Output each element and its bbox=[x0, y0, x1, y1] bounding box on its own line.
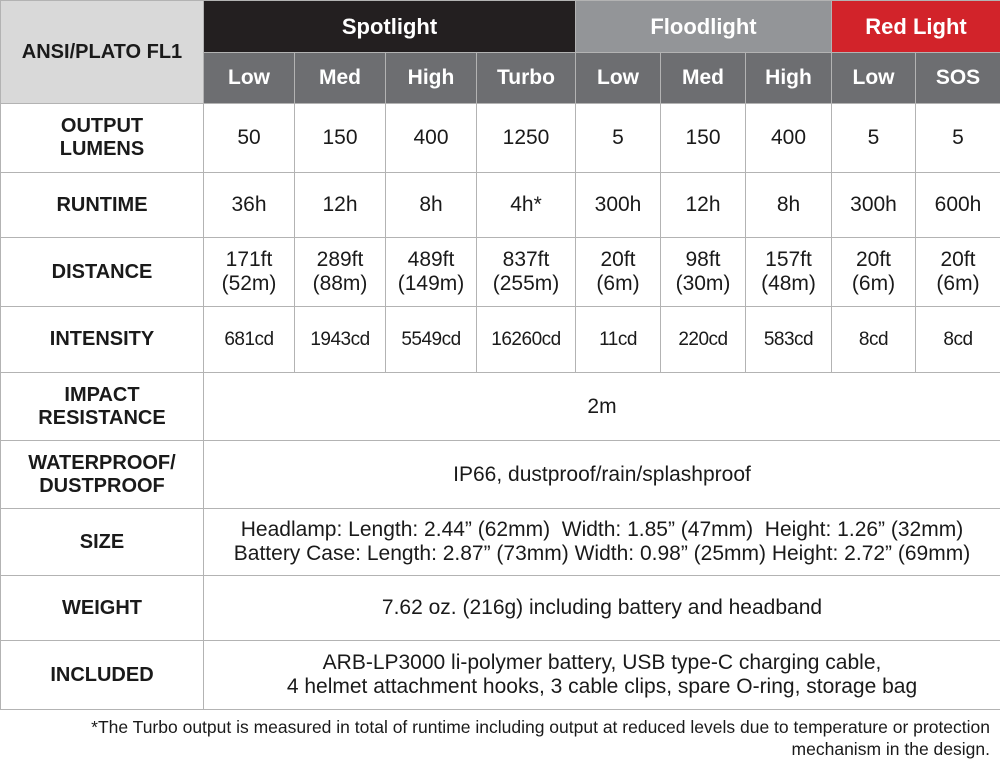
row-label-line: RESISTANCE bbox=[38, 406, 166, 429]
output-value: 150 bbox=[661, 104, 746, 173]
intensity-value: 583cd bbox=[746, 307, 832, 373]
mode-header: High bbox=[746, 53, 832, 104]
mode-header: Low bbox=[832, 53, 916, 104]
group-spotlight: Spotlight bbox=[204, 1, 576, 53]
intensity-value: 8cd bbox=[916, 307, 1000, 373]
row-label-waterproof bbox=[1, 441, 204, 509]
included-row bbox=[1, 641, 1000, 710]
distance-m: (52m) bbox=[221, 272, 277, 295]
footnote bbox=[30, 716, 990, 760]
distance-ft: 489ft bbox=[407, 248, 455, 271]
intensity-value: 220cd bbox=[661, 307, 746, 373]
row-label-line: DUSTPROOF bbox=[39, 474, 165, 497]
row-label-output-lumens bbox=[1, 104, 204, 173]
group-floodlight: Floodlight bbox=[576, 1, 832, 53]
distance-row bbox=[1, 238, 1000, 307]
distance-m: (88m) bbox=[312, 272, 368, 295]
row-label-line: LUMENS bbox=[59, 138, 145, 160]
distance-ft: 157ft bbox=[765, 248, 812, 271]
group-header-row bbox=[1, 1, 1000, 53]
distance-ft: 837ft bbox=[502, 248, 550, 271]
intensity-value: 16260cd bbox=[477, 307, 576, 373]
row-label-size: SIZE bbox=[1, 509, 204, 576]
included-value bbox=[204, 641, 1000, 710]
runtime-value: 12h bbox=[661, 173, 746, 238]
distance-ft: 98ft bbox=[685, 248, 721, 271]
included-line: ARB-LP3000 li-polymer battery, USB type-C charging cable, bbox=[322, 651, 882, 674]
distance-ft: 20ft bbox=[600, 248, 636, 271]
distance-m: (149m) bbox=[397, 272, 465, 295]
output-value: 50 bbox=[204, 104, 295, 173]
runtime-value: 300h bbox=[576, 173, 661, 238]
intensity-value: 8cd bbox=[832, 307, 916, 373]
size-row bbox=[1, 509, 1000, 576]
distance-value bbox=[832, 238, 916, 307]
intensity-value: 681cd bbox=[204, 307, 295, 373]
mode-header: Turbo bbox=[477, 53, 576, 104]
waterproof-row bbox=[1, 441, 1000, 509]
footnote-line: *The Turbo output is measured in total of runtime including output at reduced levels due to temperature or protection bbox=[91, 717, 990, 737]
row-label-line: IMPACT bbox=[64, 383, 140, 406]
distance-ft: 20ft bbox=[940, 248, 976, 271]
runtime-value: 36h bbox=[204, 173, 295, 238]
output-value: 5 bbox=[916, 104, 1000, 173]
size-battery-line: Battery Case: Length: 2.87” (73mm) Width: 0.98” (25mm) Height: 2.72” (69mm) bbox=[233, 542, 971, 565]
intensity-value: 5549cd bbox=[386, 307, 477, 373]
intensity-row bbox=[1, 307, 1000, 373]
mode-header: Med bbox=[295, 53, 386, 104]
distance-ft: 289ft bbox=[316, 248, 364, 271]
runtime-row bbox=[1, 173, 1000, 238]
distance-value bbox=[477, 238, 576, 307]
output-value: 1250 bbox=[477, 104, 576, 173]
distance-value bbox=[204, 238, 295, 307]
distance-value bbox=[661, 238, 746, 307]
impact-resistance-row bbox=[1, 373, 1000, 441]
waterproof-value: IP66, dustproof/rain/splashproof bbox=[204, 441, 1000, 509]
weight-value: 7.62 oz. (216g) including battery and headband bbox=[204, 576, 1000, 641]
runtime-value: 4h* bbox=[477, 173, 576, 238]
distance-value bbox=[746, 238, 832, 307]
runtime-value: 8h bbox=[386, 173, 477, 238]
row-label-intensity: INTENSITY bbox=[1, 307, 204, 373]
output-value: 5 bbox=[576, 104, 661, 173]
distance-ft: 20ft bbox=[855, 248, 892, 271]
size-value bbox=[204, 509, 1000, 576]
runtime-value: 12h bbox=[295, 173, 386, 238]
output-value: 400 bbox=[386, 104, 477, 173]
mode-header: High bbox=[386, 53, 477, 104]
row-label-impact-resistance bbox=[1, 373, 204, 441]
mode-header: Med bbox=[661, 53, 746, 104]
output-value: 150 bbox=[295, 104, 386, 173]
mode-header: Low bbox=[576, 53, 661, 104]
weight-row bbox=[1, 576, 1000, 641]
row-label-distance: DISTANCE bbox=[1, 238, 204, 307]
intensity-value: 11cd bbox=[576, 307, 661, 373]
row-label-runtime: RUNTIME bbox=[1, 173, 204, 238]
size-headlamp-line: Headlamp: Length: 2.44” (62mm) Width: 1.85” (47mm) Height: 1.26” (32mm) bbox=[240, 518, 964, 541]
runtime-value: 8h bbox=[746, 173, 832, 238]
runtime-value: 300h bbox=[832, 173, 916, 238]
distance-m: (6m) bbox=[851, 272, 896, 295]
distance-m: (6m) bbox=[936, 272, 980, 295]
distance-value bbox=[295, 238, 386, 307]
row-label-line: WATERPROOF/ bbox=[28, 451, 176, 474]
output-value: 400 bbox=[746, 104, 832, 173]
mode-header: Low bbox=[204, 53, 295, 104]
footnote-line: mechanism in the design. bbox=[791, 739, 990, 759]
distance-value bbox=[916, 238, 1000, 307]
output-lumens-row bbox=[1, 104, 1000, 173]
row-label-included: INCLUDED bbox=[1, 641, 204, 710]
distance-value bbox=[576, 238, 661, 307]
row-label-weight: WEIGHT bbox=[1, 576, 204, 641]
output-value: 5 bbox=[832, 104, 916, 173]
distance-value bbox=[386, 238, 477, 307]
distance-m: (48m) bbox=[761, 272, 816, 295]
runtime-value: 600h bbox=[916, 173, 1000, 238]
distance-m: (255m) bbox=[492, 272, 560, 295]
distance-m: (30m) bbox=[675, 272, 731, 295]
distance-m: (6m) bbox=[596, 272, 640, 295]
distance-ft: 171ft bbox=[225, 248, 273, 271]
included-line: 4 helmet attachment hooks, 3 cable clips, spare O-ring, storage bag bbox=[286, 675, 918, 698]
corner-label: ANSI/PLATO FL1 bbox=[1, 1, 204, 104]
intensity-value: 1943cd bbox=[295, 307, 386, 373]
row-label-line: OUTPUT bbox=[60, 115, 144, 137]
mode-header: SOS bbox=[916, 53, 1000, 104]
impact-resistance-value: 2m bbox=[204, 373, 1000, 441]
group-red-light: Red Light bbox=[832, 1, 1000, 53]
